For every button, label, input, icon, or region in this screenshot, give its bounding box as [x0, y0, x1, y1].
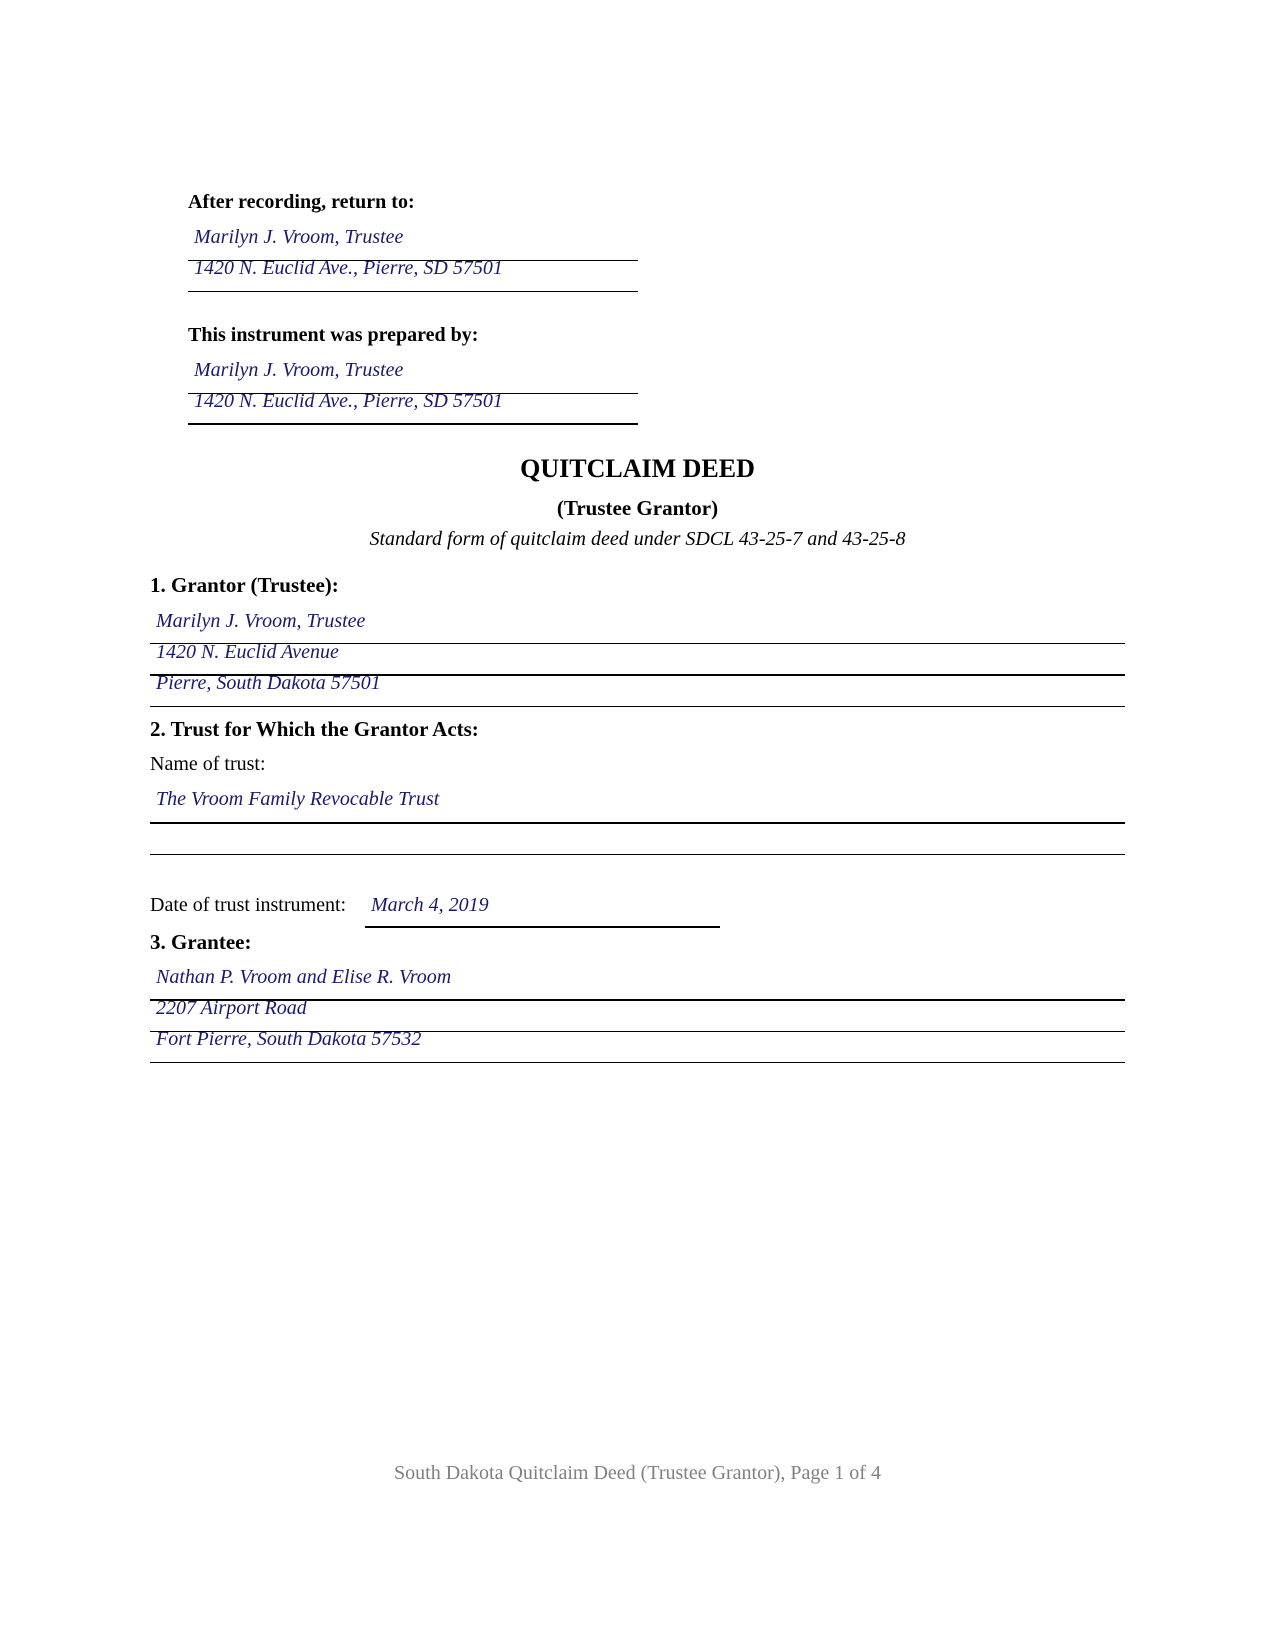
grantor-line-1-field[interactable]: Marilyn J. Vroom, Trustee — [156, 610, 366, 632]
trust-date-underline — [365, 926, 720, 928]
grantee-line-1-field[interactable]: Nathan P. Vroom and Elise R. Vroom — [156, 966, 452, 988]
grantee-line-3-field[interactable]: Fort Pierre, South Dakota 57532 — [156, 1028, 422, 1050]
form-statute-note: Standard form of quitclaim deed under SDCL 43-25-7 and 43-25-8 — [369, 528, 906, 550]
return-to-name-field[interactable]: Marilyn J. Vroom, Trustee — [194, 226, 404, 248]
grantee-heading: 3. Grantee: — [150, 930, 252, 954]
prepared-by-address-underline — [188, 423, 638, 425]
grantor-line-2-field[interactable]: 1420 N. Euclid Avenue — [156, 641, 339, 663]
document-subtitle: (Trustee Grantor) — [556, 496, 719, 520]
return-to-address-underline — [188, 291, 638, 292]
grantor-line-3-field[interactable]: Pierre, South Dakota 57501 — [156, 672, 381, 694]
page-footer: South Dakota Quitclaim Deed (Trustee Grantor), Page 1 of 4 — [394, 1462, 881, 1484]
document-title: QUITCLAIM DEED — [520, 454, 755, 483]
return-to-address-field[interactable]: 1420 N. Euclid Ave., Pierre, SD 57501 — [194, 257, 503, 279]
trust-heading: 2. Trust for Which the Grantor Acts: — [150, 717, 479, 741]
grantor-heading: 1. Grantor (Trustee): — [150, 573, 339, 597]
trust-name-label: Name of trust: — [150, 753, 266, 775]
trust-date-label: Date of trust instrument: — [150, 894, 347, 916]
prepared-by-name-field[interactable]: Marilyn J. Vroom, Trustee — [194, 359, 404, 381]
prepared-by-heading: This instrument was prepared by: — [188, 324, 479, 346]
trust-name-field[interactable]: The Vroom Family Revocable Trust — [156, 788, 440, 810]
return-to-heading: After recording, return to: — [188, 191, 415, 213]
trust-name-line-2-underline — [150, 854, 1125, 855]
grantor-line-3-underline — [150, 706, 1125, 707]
trust-name-underline — [150, 822, 1125, 824]
trust-date-field[interactable]: March 4, 2019 — [371, 894, 489, 916]
prepared-by-address-field[interactable]: 1420 N. Euclid Ave., Pierre, SD 57501 — [194, 390, 503, 412]
grantee-line-2-field[interactable]: 2207 Airport Road — [156, 997, 307, 1019]
grantee-line-3-underline — [150, 1062, 1125, 1063]
